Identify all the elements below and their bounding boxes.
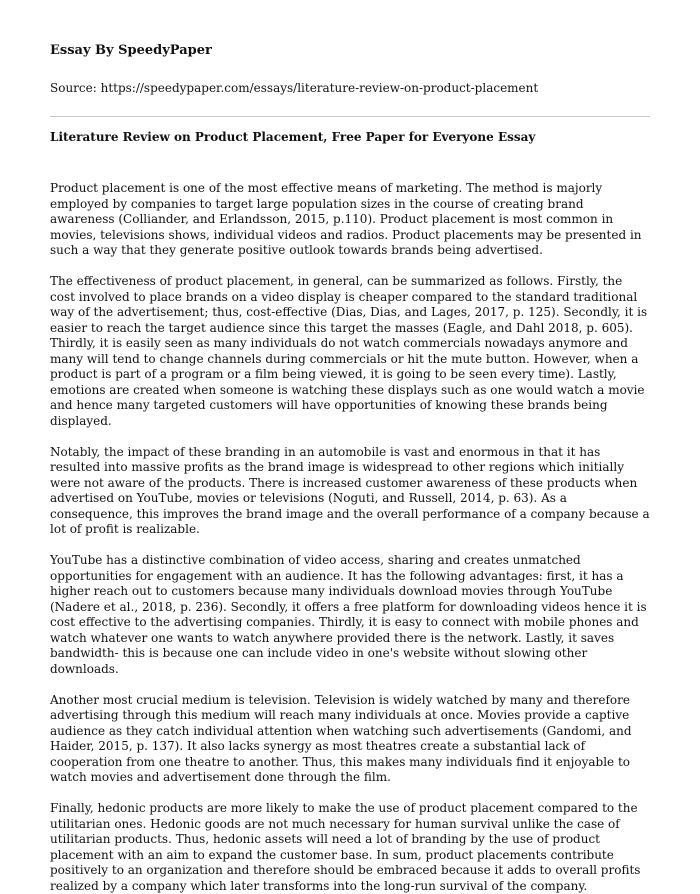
essay-title: Literature Review on Product Placement, Free Paper for Everyone Essay bbox=[50, 130, 536, 144]
paragraph: Notably, the impact of these branding in an automobile is vast and enormous in that it has resulted into massive profits as the brand image is widespread to other regions which initially were not aware of the products. There is increased customer awareness of these products when advertised on YouTube, movies or televisions (Noguti, and Russell, 2014, p. 63). As a consequence, this improves the brand image and the overall performance of a company because a lot of profit is realizable. bbox=[50, 444, 650, 536]
paragraph: Another most crucial medium is television. Television is widely watched by many and therefore advertising through this medium will reach many individuals at once. Movies provide a captive audience as they catch individual attention when watching such advertisements (Gandomi, and Haider, 2015, p. 137). It also lacks synergy as most theatres create a substantial lack of cooperation from one theatre to another. Thus, this makes many individuals find it enjoyable to watch movies and advertisement done through the film. bbox=[50, 692, 632, 784]
paragraph: Finally, hedonic products are more likely to make the use of product placement compared to the utilitarian ones. Hedonic goods are not much necessary for human survival unlike the case of utilitarian products. Thus, hedonic assets will need a lot of branding by the use of product placement with an aim to expand the customer base. In sum, product placements contribute positively to an organization and therefore should be embraced because it adds to overall profits realized by a company which later transforms into the long-run survival of the company. bbox=[50, 801, 641, 893]
brand-header: Essay By SpeedyPaper bbox=[50, 43, 212, 58]
paragraph: Product placement is one of the most effective means of marketing. The method is majorly employed by companies to target large population sizes in the course of creating brand awareness (Colliander, and Erlandsson, 2015, p.110). Product placement is most common in movies, televisions shows, individual videos and radios. Product placements may be presented in such a way that they generate positive outlook towards brands being advertised. bbox=[50, 181, 642, 257]
paragraph: YouTube has a distinctive combination of video access, sharing and creates unmatched opportunities for engagement with an audience. It has the following advantages: first, it has a higher reach out to customers because many individuals download movies through YouTube (Nadere et al., 2018, p. 236). Secondly, it offers a free platform for downloading videos hence it is cost effective to the advertising companies. Thirdly, it is easy to connect with mobile phones and watch whatever one wants to watch anywhere provided there is the network. Lastly, it saves bandwidth- this is because one can include video in one's website without slowing other downloads. bbox=[50, 553, 647, 676]
essay-body bbox=[50, 181, 650, 894]
header-divider bbox=[50, 116, 650, 117]
paragraph: The effectiveness of product placement, in general, can be summarized as follows. Firstly, the cost involved to place brands on a video display is cheaper compared to the standard traditional way of the advertisement; thus, cost-effective (Dias, Dias, and Lages, 2017, p. 125). Secondly, it is easier to reach the target audience since this target the masses (Eagle, and Dahl 2018, p. 605). Thirdly, it is easily seen as many individuals do not watch commercials nowadays anymore and many will tend to change channels during commercials or hit the mute button. However, when a product is part of a program or a film being viewed, it is going to be seen every time). Lastly, emotions are created when someone is watching these displays such as one would watch a movie and hence many targeted customers will have opportunities of knowing these brands being displayed. bbox=[50, 274, 648, 428]
source-line: Source: https://speedypaper.com/essays/literature-review-on-product-placement bbox=[50, 81, 539, 95]
